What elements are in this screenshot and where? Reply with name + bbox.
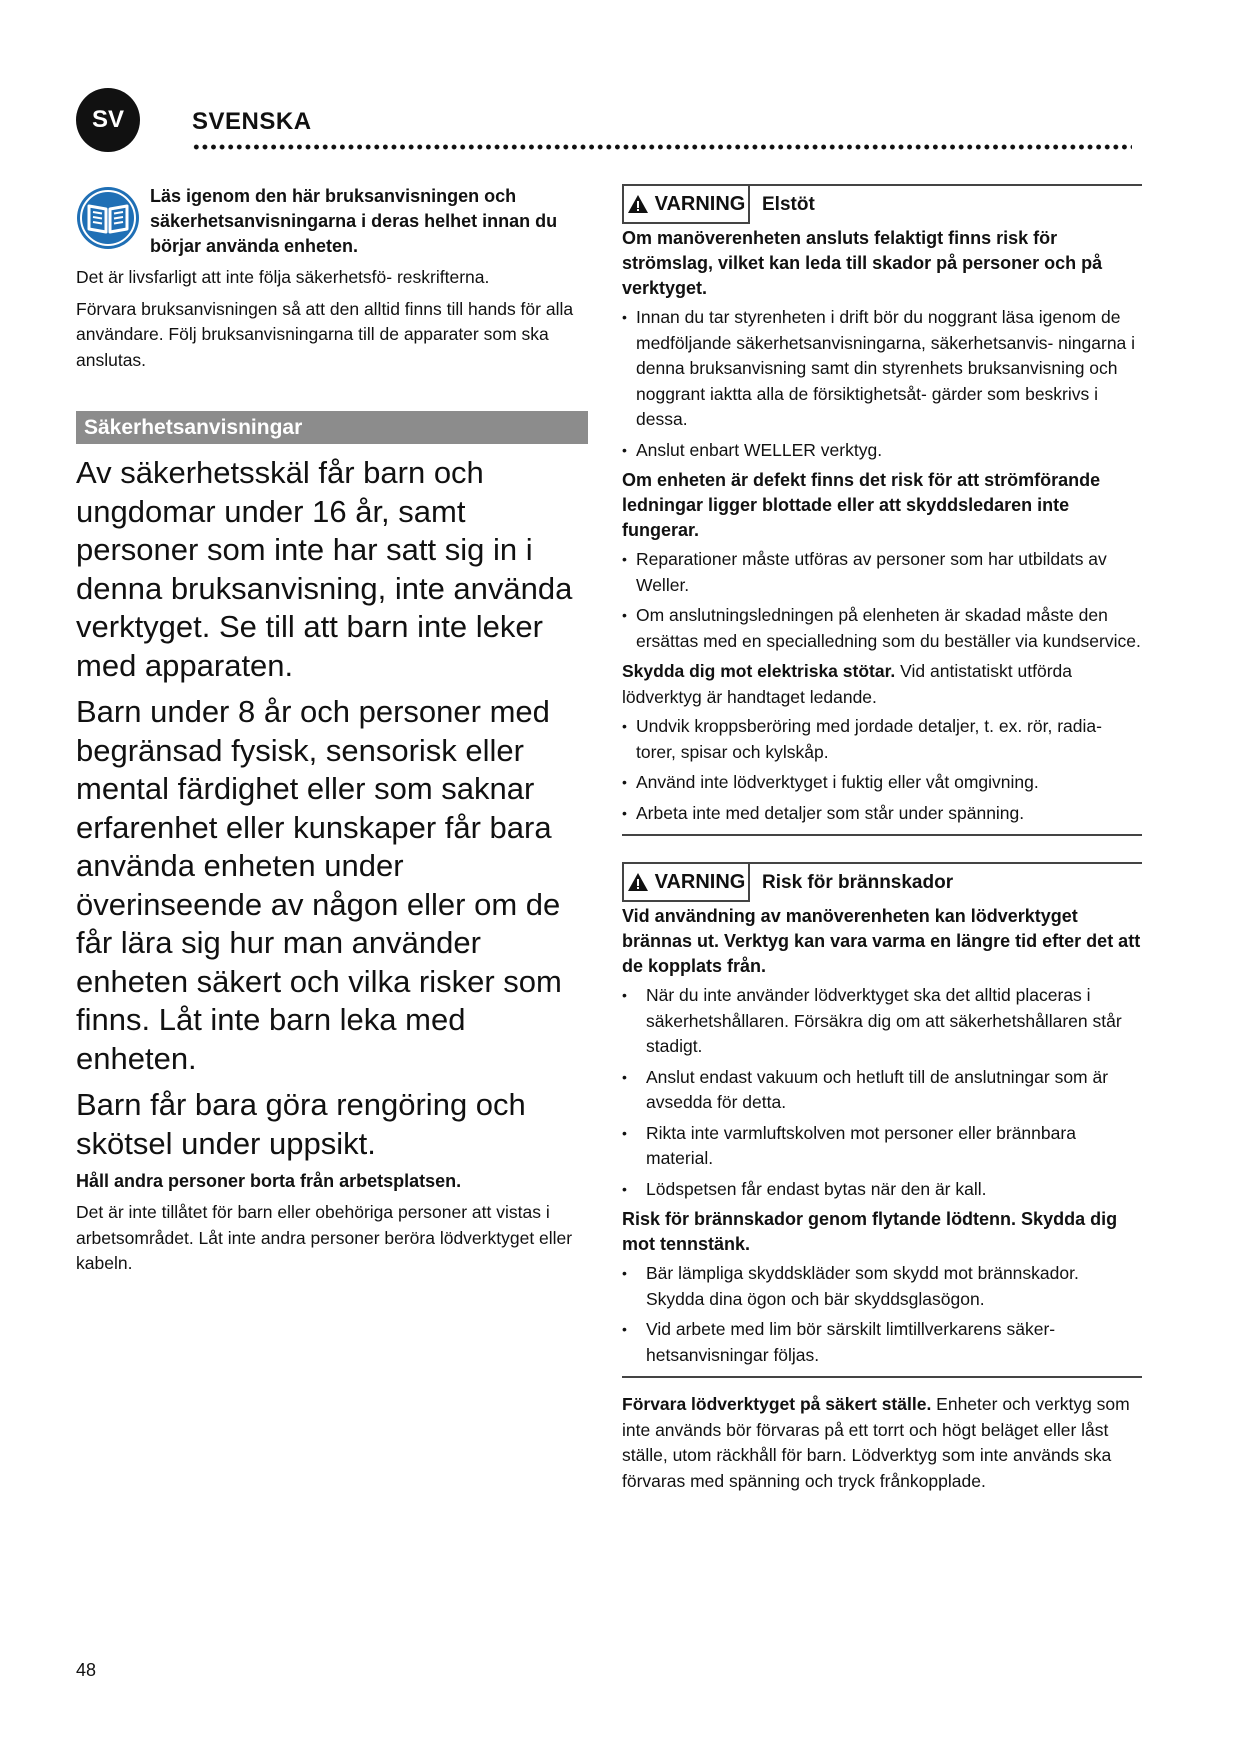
list-item: • Reparationer måste utföras av personer som har utbildats av Weller. (622, 547, 1142, 598)
page-number: 48 (76, 1660, 97, 1680)
supervision-notice: Barn under 8 år och personer med begränsad fysisk, sensorisk eller mental färdighet eller som saknar erfarenhet eller kunskaper får bara använda enheten under överinseende av någon eller om de får lära sig hur man använder enheten säkert och vilka risker som finns. Låt inte barn leka med enheten. (76, 694, 562, 1076)
list-item: • Lödspetsen får endast bytas när den är kall. (622, 1177, 1142, 1203)
language-badge: SV (76, 88, 140, 152)
dotted-divider (192, 143, 1132, 151)
warning-triangle-icon (627, 872, 649, 892)
storage-lead: Förvara lödverktyget på säkert ställe. (622, 1394, 932, 1414)
warning-title: Elstöt (762, 194, 815, 215)
intro-bold-text: Läs igenom den här bruksanvisningen och säkerhetsanvisningarna i deras helhet innan du börjar använda enheten. (150, 186, 558, 256)
workplace-text: Det är inte tillåtet för barn eller obehöriga personer att vistas i arbetsområdet. Låt inte andra personer beröra lödverktyget eller kabeln. (76, 1202, 573, 1273)
language-title: SVENSKA (192, 108, 312, 135)
right-column (622, 184, 1142, 1494)
warning-bold-3: Skydda dig mot elektriska stötar. (622, 661, 896, 681)
warning-list-1 (622, 305, 1142, 463)
warning-bold-1: Om manöverenheten ansluts felaktigt finns risk för strömslag, vilket kan leda till skador på personer och på verktyget. (622, 228, 1103, 298)
warning-bold-2: Risk för brännskador genom flytande lödtenn. Skydda dig mot tennstänk. (622, 1209, 1118, 1254)
list-item: • Arbeta inte med detaljer som står under spänning. (622, 801, 1142, 827)
intro-block (76, 184, 588, 259)
warning-bold-2: Om enheten är defekt finns det risk för att strömförande ledningar ligger blottade eller att skyddsledaren inte fungerar. (622, 470, 1101, 540)
warning-list-1 (622, 983, 1142, 1202)
list-item: • Bär lämpliga skyddskläder som skydd mot brännskador. Skydda dina ögon och bär skyddsglasögon. (622, 1261, 1142, 1312)
list-item: • Rikta inte varmluftskolven mot personer eller brännbara material. (622, 1121, 1142, 1172)
storage-manual-text: Förvara bruksanvisningen så att den alltid finns till hands för alla användare. Följ bruksanvisningarna till de apparater som ska anslutas. (76, 298, 574, 370)
workplace-heading: Håll andra personer borta från arbetsplatsen. (76, 1171, 462, 1191)
list-item: • Undvik kroppsberöring med jordade detaljer, t. ex. rör, radia- torer, spisar och kylskåp. (622, 714, 1142, 765)
warning-label-text: VARNING (654, 870, 746, 893)
list-item: • När du inte använder lödverktyget ska det alltid placeras i säkerhetshållaren. Försäkra dig om att säkerhetshållaren står stadigt. (622, 983, 1142, 1060)
warning-label (622, 186, 750, 224)
warning-title: Risk för brännskador (762, 872, 954, 893)
list-item: • Innan du tar styrenheten i drift bör du noggrant läsa igenom de medföljande säkerhetsanvisningarna, säkerhetsanvis- ningarna i denna bruksanvisning samt din styrenhets bruksanvisning och noggrant iaktta alla de försiktighetsåt- gärder som beskrivs i dessa. (622, 305, 1142, 433)
left-column (76, 184, 588, 1277)
danger-text: Det är livsfarligt att inte följa säkerhetsfö- reskrifterna. (76, 267, 490, 287)
list-item: • Anslut endast vakuum och hetluft till de anslutningar som är avsedda för detta. (622, 1065, 1142, 1116)
list-item: • Använd inte lödverktyget i fuktig eller våt omgivning. (622, 770, 1142, 796)
warning-list-2 (622, 547, 1142, 654)
storage-paragraph (622, 1392, 1142, 1494)
warning-list-2 (622, 1261, 1142, 1368)
warning-label (622, 864, 750, 902)
warning-text-3: Vid antistatiskt utförda lödverktyg är handtaget ledande. (622, 661, 1073, 707)
warning-header-burn (622, 862, 1142, 902)
warning-list-3 (622, 714, 1142, 826)
warning-label-text: VARNING (654, 192, 746, 215)
children-age-notice: Av säkerhetsskäl får barn och ungdomar under 16 år, samt personer som inte har satt sig in i denna bruksanvisning, inte använda verktyget. Se till att barn inte leker med apparaten. (76, 455, 573, 683)
warning-bold-1: Vid användning av manöverenheten kan lödverktyget brännas ut. Verktyg kan vara varma en längre tid efter det att de kopplats från. (622, 906, 1141, 976)
section-rule (622, 834, 1142, 836)
warning-header-electric (622, 184, 1142, 224)
section-title-safety: Säkerhetsanvisningar (76, 411, 588, 444)
section-rule (622, 1376, 1142, 1378)
cleaning-notice: Barn får bara göra rengöring och skötsel under uppsikt. (76, 1087, 526, 1161)
storage-text: Enheter och verktyg som inte används bör förvaras på ett torrt och högt beläget eller låst ställe, utom räckhåll för barn. Lödverktyg som inte används ska förvaras med spänning och tryck frånkopplade. (622, 1394, 1130, 1491)
list-item: • Anslut enbart WELLER verktyg. (622, 438, 1142, 464)
warning-triangle-icon (627, 194, 649, 214)
warning-para-3 (622, 659, 1142, 710)
list-item: • Vid arbete med lim bör särskilt limtillverkarens säker- hetsanvisningar följas. (622, 1317, 1142, 1368)
list-item: • Om anslutningsledningen på elenheten är skadad måste den ersättas med en specialledning som du beställer via kundservice. (622, 603, 1142, 654)
book-icon (76, 186, 140, 250)
